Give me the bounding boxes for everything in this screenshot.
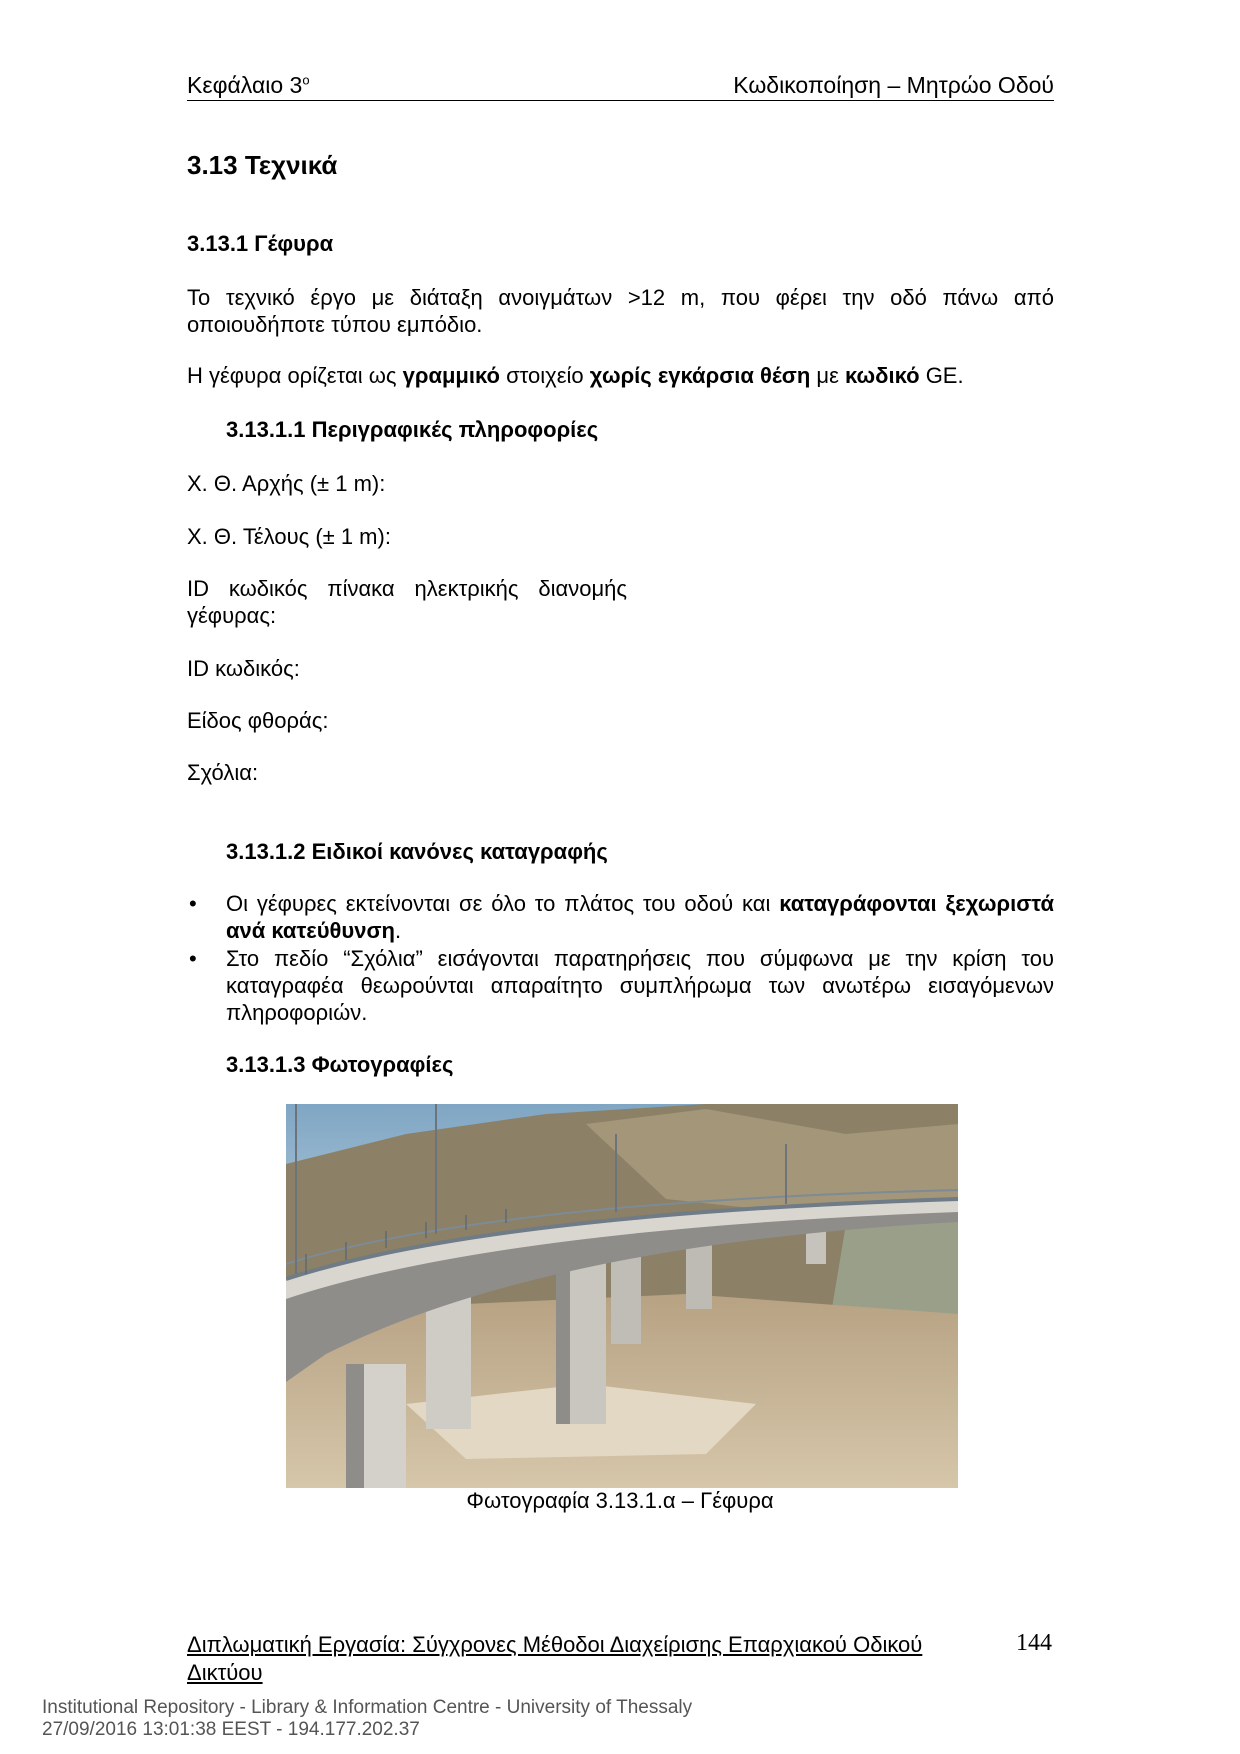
running-header-chapter: Κεφάλαιο $3^o$ bbox=[187, 72, 310, 98]
repository-stamp bbox=[42, 1697, 692, 1741]
descriptive-info-heading: 3.13.1.1 Περιγραφικές πληροφορίες bbox=[226, 417, 599, 442]
bridge-definition: Το τεχνικό έργο με διάταξη ανοιγμάτων >12 m, που φέρει την οδό πάνω από οποιουδήποτε τύπου εμπόδιο. bbox=[187, 285, 1054, 337]
repository-timestamp: 27/09/2016 13:01:38 EEST - 194.177.202.37 bbox=[42, 1719, 420, 1740]
list-item: • Οι γέφυρες εκτείνονται σε όλο το πλάτος του οδού και καταγράφονται ξεχωριστά ανά κατεύθυνση. bbox=[189, 891, 1054, 943]
list-item: • Στο πεδίο “Σχόλια” εισάγονται παρατηρήσεις που σύμφωνα με την κρίση του καταγραφέα θεωρούνται απαραίτητο συμπλήρωμα των ανωτέρω εισαγόμενων πληροφοριών. bbox=[189, 946, 1054, 1025]
subsection-heading: 3.13.1 Γέφυρα bbox=[187, 231, 334, 256]
repository-line: Institutional Repository - Library & Information Centre - University of Thessaly bbox=[42, 1697, 693, 1718]
footer-thesis-title: Διπλωματική Εργασία: Σύγχρονες Μέθοδοι Διαχείρισης Επαρχιακού Οδικού Δικτύου bbox=[187, 1632, 923, 1685]
field-damage-type: Είδος φθοράς: bbox=[187, 708, 329, 733]
field-distribution-panel-id: ID κωδικός πίνακα ηλεκτρικής διανομής γέφυρας: bbox=[187, 576, 627, 628]
page-number: 144 bbox=[1016, 1630, 1052, 1656]
photos-heading: 3.13.1.3 Φωτογραφίες bbox=[226, 1052, 454, 1077]
field-start-chainage: Χ. Θ. Αρχής (± 1 m): bbox=[187, 471, 386, 496]
field-comments: Σχόλια: bbox=[187, 760, 259, 785]
bridge-classification: Η γέφυρα ορίζεται ως γραμμικό στοιχείο χωρίς εγκάρσια θέση με κωδικό GE. bbox=[187, 363, 964, 388]
recording-rules-heading: 3.13.1.2 Ειδικοί κανόνες καταγραφής bbox=[226, 839, 608, 864]
header-rule bbox=[187, 100, 1054, 101]
photo-caption: Φωτογραφία 3.13.1.α – Γέφυρα bbox=[466, 1488, 774, 1513]
recording-rules-list bbox=[187, 890, 1054, 1027]
section-heading: 3.13 Τεχνικά bbox=[187, 150, 338, 180]
field-end-chainage: Χ. Θ. Τέλους (± 1 m): bbox=[187, 524, 391, 549]
bridge-photo bbox=[286, 1104, 958, 1488]
running-header-section: Κωδικοποίηση – Μητρώο Οδού bbox=[733, 72, 1054, 98]
field-id-code: ID κωδικός: bbox=[187, 656, 300, 681]
